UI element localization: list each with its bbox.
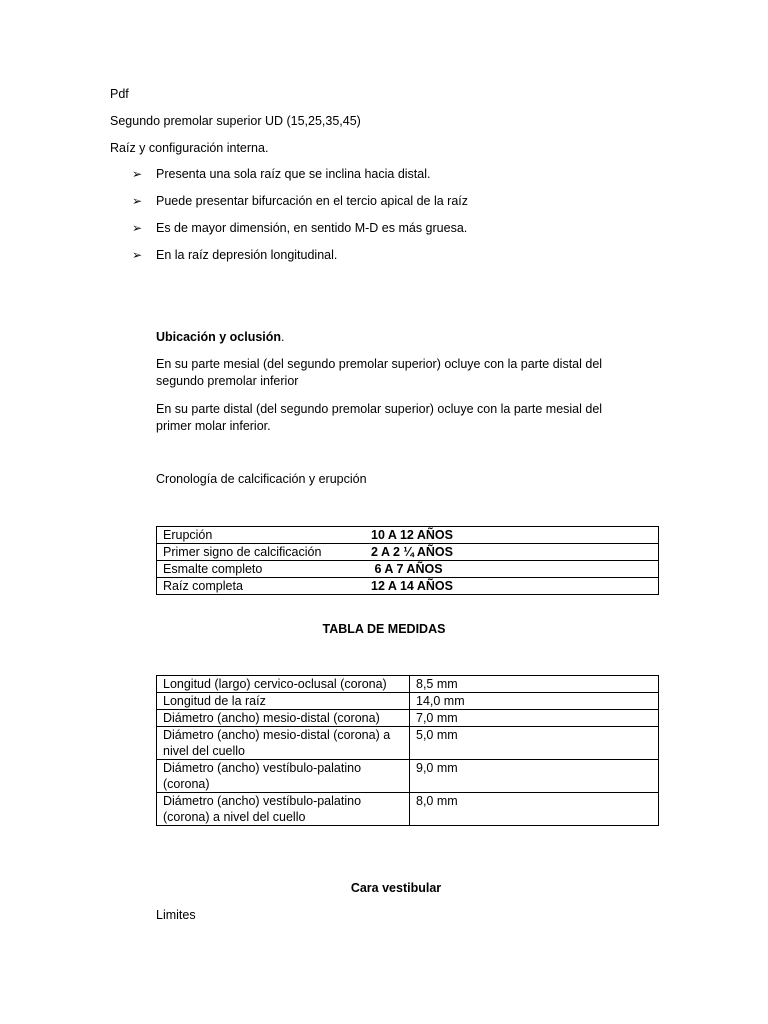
table-cell-value: 9,0 mm: [410, 760, 659, 793]
bullet-text: Es de mayor dimensión, en sentido M-D es más gruesa.: [156, 221, 468, 235]
table-cell-value: 12 A 14 AÑOS: [365, 578, 659, 595]
arrow-bullet-icon: ➢: [132, 221, 143, 235]
table-cell-label: Diámetro (ancho) mesio-distal (corona) a nivel del cuello: [157, 727, 410, 760]
ubicacion-heading-text: Ubicación y oclusión: [156, 330, 282, 344]
table-row: [157, 527, 659, 544]
arrow-bullet-icon: ➢: [132, 248, 143, 262]
section-heading-raiz: Raíz y configuración interna.: [110, 141, 269, 155]
table-cell-value: 5,0 mm: [410, 727, 659, 760]
limites-subheading: Limites: [156, 908, 196, 922]
arrow-bullet-icon: ➢: [132, 194, 143, 208]
ubicacion-heading-suffix: .: [281, 330, 285, 344]
arrow-bullet-icon: ➢: [132, 167, 143, 181]
table-cell-value: 8,5 mm: [410, 676, 659, 693]
table-cell-value: 8,0 mm: [410, 793, 659, 826]
table-cell-value: 6 A 7 AÑOS: [365, 561, 659, 578]
table-row: [157, 727, 659, 760]
table-row: [157, 544, 659, 561]
table-row: [157, 561, 659, 578]
table-cell-label: Raíz completa: [157, 578, 366, 595]
ubicacion-paragraph-distal: En su parte distal (del segundo premolar superior) ocluye con la parte mesial del primer molar inferior.: [156, 402, 603, 433]
cronologia-heading: Cronología de calcificación y erupción: [156, 472, 367, 486]
table-row: [157, 676, 659, 693]
bullet-text: En la raíz depresión longitudinal.: [156, 248, 338, 262]
table-cell-label: Longitud de la raíz: [157, 693, 410, 710]
ubicacion-heading: [156, 329, 285, 345]
medidas-table: [156, 675, 659, 826]
table-cell-value: 2 A 2 ¼ AÑOS: [365, 544, 659, 561]
table-row: [157, 710, 659, 727]
cronologia-table: [156, 526, 659, 595]
ubicacion-paragraph-mesial: En su parte mesial (del segundo premolar superior) ocluye con la parte distal del segundo premolar inferior: [156, 357, 603, 388]
cara-vestibular-heading: Cara vestibular: [350, 881, 442, 895]
table-cell-label: Erupción: [157, 527, 366, 544]
bullet-text: Puede presentar bifurcación en el tercio apical de la raíz: [156, 194, 468, 208]
table-cell-label: Diámetro (ancho) vestíbulo-palatino (corona): [157, 760, 410, 793]
table-row: [157, 693, 659, 710]
doc-title: Segundo premolar superior UD (15,25,35,45): [110, 114, 361, 128]
table-row: [157, 578, 659, 595]
table-cell-value: 10 A 12 AÑOS: [365, 527, 659, 544]
table-cell-label: Esmalte completo: [157, 561, 366, 578]
bullet-text: Presenta una sola raíz que se inclina hacia distal.: [156, 167, 431, 181]
table-cell-label: Longitud (largo) cervico-oclusal (corona): [157, 676, 410, 693]
doc-label: Pdf: [110, 87, 129, 101]
table-row: [157, 760, 659, 793]
table-cell-value: 14,0 mm: [410, 693, 659, 710]
table-cell-value: 7,0 mm: [410, 710, 659, 727]
table-cell-label: Diámetro (ancho) mesio-distal (corona): [157, 710, 410, 727]
medidas-heading: TABLA DE MEDIDAS: [322, 622, 446, 636]
table-row: [157, 793, 659, 826]
table-cell-label: Diámetro (ancho) vestíbulo-palatino (corona) a nivel del cuello: [157, 793, 410, 826]
table-cell-label: Primer signo de calcificación: [157, 544, 366, 561]
